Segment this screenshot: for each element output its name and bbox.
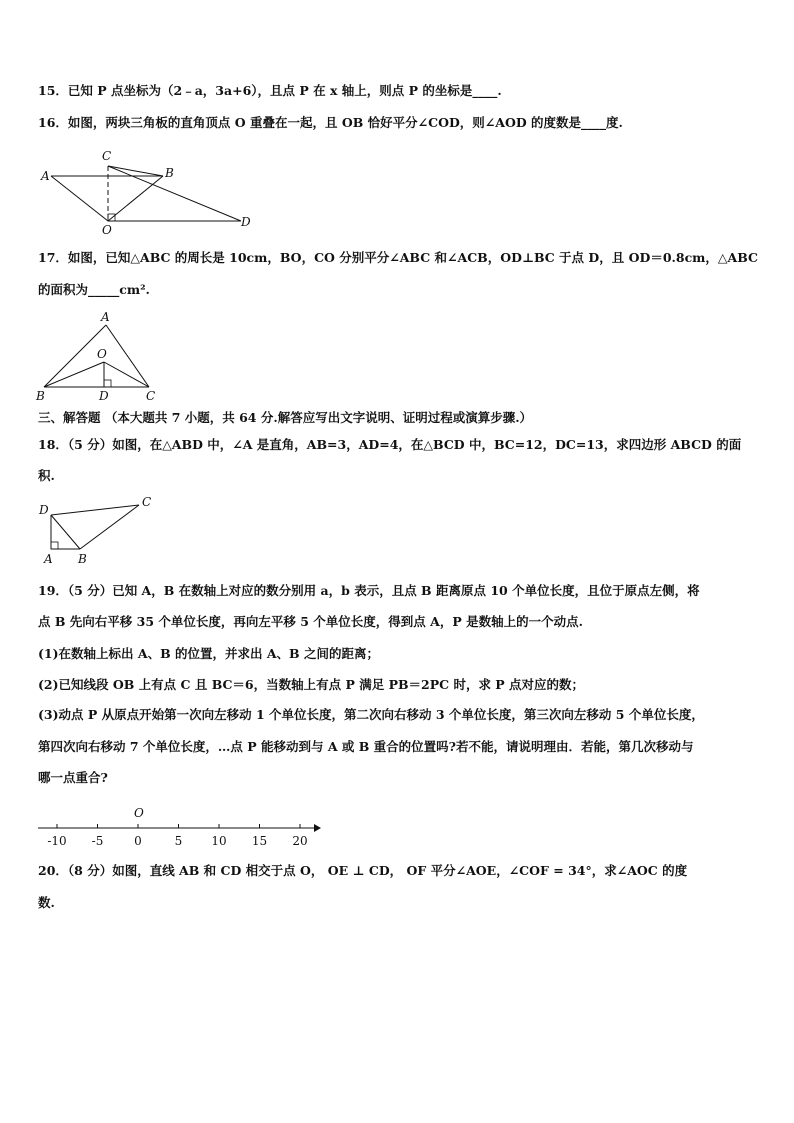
number-line-tick-label: -5 bbox=[91, 834, 104, 848]
section-3-heading: 三、解答题 （本大题共 7 小题，共 64 分.解答应写出文字说明、证明过程或演算步骤.） bbox=[38, 410, 533, 425]
q16-label-c: C bbox=[102, 149, 112, 163]
question-18-line-2: 积. bbox=[38, 468, 55, 483]
question-15: 15．已知 P 点坐标为（2﹣a，3a+6），且点 P 在 x 轴上，则点 P 的坐标是____. bbox=[38, 83, 502, 98]
question-16: 16．如图，两块三角板的直角顶点 O 重叠在一起，且 OB 恰好平分∠COD，则∠AOD 的度数是____度. bbox=[38, 115, 623, 130]
question-19-line-2: 点 B 先向右平移 35 个单位长度，再向左平移 5 个单位长度，得到点 A，P 是数轴上的一个动点. bbox=[38, 614, 583, 629]
number-line-tick-label: -10 bbox=[47, 834, 67, 848]
question-19-part-2: (2)已知线段 OB 上有点 C 且 BC＝6，当数轴上有点 P 满足 PB＝2PC 时，求 P 点对应的数； bbox=[38, 677, 585, 692]
q18-label-c: C bbox=[142, 495, 152, 509]
q17-label-b: B bbox=[36, 389, 45, 403]
q17-label-c: C bbox=[146, 389, 156, 403]
number-line-tick-label: 20 bbox=[292, 834, 308, 848]
q16-label-b: B bbox=[165, 166, 174, 180]
question-19-part-3-line-3: 哪一点重合? bbox=[38, 770, 108, 785]
number-line-tick-label: 5 bbox=[174, 834, 183, 848]
question-19-line-1: 19．（5 分）已知 A，B 在数轴上对应的数分别用 a，b 表示，且点 B 距离原点 10 个单位长度，且位于原点左侧，将 bbox=[38, 583, 700, 598]
q18-label-d: D bbox=[39, 503, 49, 517]
question-20-line-2: 数. bbox=[38, 895, 55, 910]
q16-label-a: A bbox=[41, 169, 50, 183]
q17-triangle-figure bbox=[34, 308, 164, 404]
question-17-line-1: 17．如图，已知△ABC 的周长是 10cm，BO，CO 分别平分∠ABC 和∠ACB，OD⊥BC 于点 D，且 OD＝0.8cm，△ABC bbox=[38, 250, 758, 265]
q19-number-line bbox=[34, 803, 324, 851]
q18-label-b: B bbox=[78, 552, 87, 566]
question-20-line-1: 20．（8 分）如图，直线 AB 和 CD 相交于点 O， OE ⊥ CD， OF 平分∠AOE，∠COF = 34°，求∠AOC 的度 bbox=[38, 863, 688, 878]
q17-label-a: A bbox=[101, 310, 110, 324]
q17-label-d: D bbox=[99, 389, 109, 403]
q16-label-d: D bbox=[241, 215, 251, 229]
number-line-tick-label: 15 bbox=[251, 834, 268, 848]
q17-label-o: O bbox=[97, 347, 107, 361]
number-line-tick-label: 0 bbox=[134, 834, 142, 848]
question-19-part-3-line-2: 第四次向右移动 7 个单位长度，…点 P 能移动到与 A 或 B 重合的位置吗?若不能，请说明理由．若能，第几次移动与 bbox=[38, 739, 694, 754]
q18-quadrilateral-figure bbox=[34, 492, 164, 568]
number-line-origin-label: O bbox=[134, 806, 144, 820]
question-19-part-1: (1)在数轴上标出 A、B 的位置，并求出 A、B 之间的距离； bbox=[38, 646, 379, 661]
question-19-part-3-line-1: (3)动点 P 从原点开始第一次向左移动 1 个单位长度，第二次向右移动 3 个单位长度，第三次向左移动 5 个单位长度， bbox=[38, 707, 704, 722]
q16-triangle-figure bbox=[36, 146, 256, 236]
question-17-line-2: 的面积为_____cm². bbox=[38, 282, 150, 297]
q16-label-o: O bbox=[102, 223, 112, 236]
number-line-tick-label: 10 bbox=[211, 834, 227, 848]
q18-label-a: A bbox=[44, 552, 53, 566]
question-18-line-1: 18．（5 分）如图，在△ABD 中，∠A 是直角，AB=3，AD=4，在△BCD 中，BC=12，DC=13，求四边形 ABCD 的面 bbox=[38, 437, 742, 452]
